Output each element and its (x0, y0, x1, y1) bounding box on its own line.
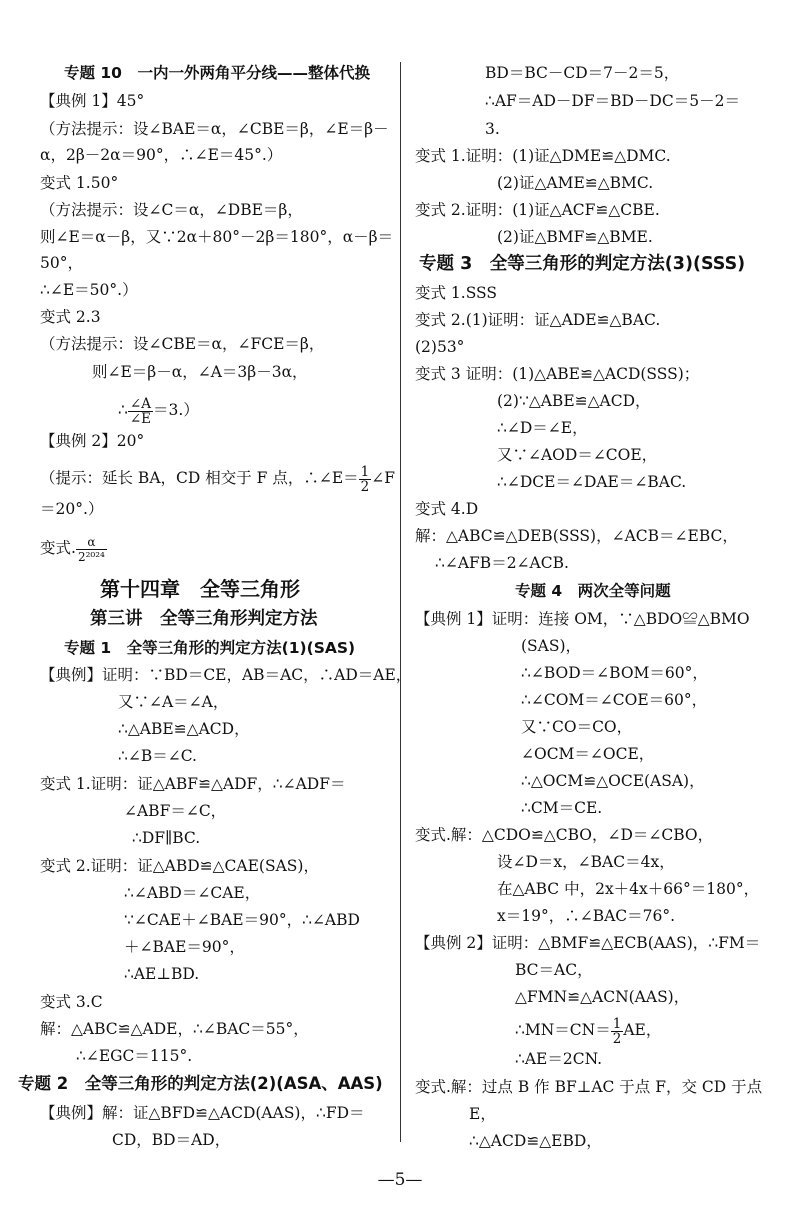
text-line: ∴AE⊥BD. (124, 965, 200, 983)
text-line: 则∠E＝α－β，又∵2α＋80°－2β＝180°，α－β＝ (40, 228, 394, 246)
lecture-title: 第三讲 全等三角形判定方法 (90, 609, 318, 629)
text-line: CD，BD＝AD， (112, 1131, 231, 1149)
text-line: 又∵∠AOD＝∠COE， (497, 446, 658, 464)
text-line: ∠OCM＝∠OCE， (521, 745, 655, 763)
text-line: 【典例】证明：∵BD＝CE，AB＝AC，∴AD＝AE， (40, 666, 412, 684)
fraction-line (118, 388, 199, 432)
text-line: (SAS)， (521, 637, 582, 655)
text-line: ∴∠COM＝∠COE＝60°， (521, 691, 708, 709)
text-line: ∴∠B＝∠C. (118, 747, 197, 765)
fraction (611, 1017, 624, 1046)
text-line: （方法提示：设∠BAE＝α，∠CBE＝β，∠E＝β－ (40, 120, 389, 138)
topic-10-title: 专题 10 一内一外两角平分线——整体代换 (64, 64, 370, 82)
fraction-numerator: ∠A (128, 397, 153, 412)
text-line: 在△ABC 中，2x＋4x＋66°＝180°， (497, 880, 760, 898)
text-span: （提示：延长 BA，CD 相交于 F 点，∴∠E＝ (40, 469, 359, 487)
topic-3-title: 专题 3 全等三角形的判定方法(3)(SSS) (419, 254, 746, 274)
text-line: 变式 3.C (40, 993, 103, 1011)
text-line: 又∵∠A＝∠A， (118, 693, 229, 711)
text-line: ＋∠BAE＝90°， (124, 938, 245, 956)
fraction-numerator: 1 (360, 463, 370, 480)
fraction-numerator: 1 (612, 1015, 622, 1032)
text-line: （方法提示：设∠C＝α，∠DBE＝β， (40, 201, 303, 219)
text-line: ∴△ACD≌△EBD， (469, 1132, 602, 1150)
text-line: △FMN≌△ACN(AAS)， (515, 988, 690, 1006)
fraction-line (515, 1010, 661, 1050)
text-line: 变式 2.3 (40, 308, 101, 326)
text-line: ＝20°.） (40, 500, 104, 518)
fraction-denominator: 2 (360, 478, 370, 495)
text-line: ∴△ABE≌△ACD， (118, 720, 250, 738)
text-line: 变式 1.SSS (415, 284, 498, 302)
text-line: BC＝AC， (515, 961, 593, 979)
fraction (128, 397, 153, 426)
text-line: ∴DF∥BC. (132, 829, 201, 847)
text-span: ∠F (371, 469, 395, 487)
text-line: 变式.解：△CDO≌△CBO，∠D＝∠CBO， (415, 826, 714, 844)
text-line: ∴∠ABD＝∠CAE， (124, 884, 261, 902)
text-line: ∴∠D＝∠E， (497, 419, 588, 437)
text-line: 又∵CO＝CO， (521, 718, 633, 736)
fraction-denominator: 2²⁰²⁴ (77, 549, 105, 564)
text-line: 变式 3 证明：(1)△ABE≌△ACD(SSS)； (415, 365, 700, 383)
text-span: ∴ (118, 401, 128, 419)
text-line: ∴∠AFB＝2∠ACB. (435, 554, 569, 572)
text-line: α，2β－2α＝90°，∴∠E＝45°.） (40, 146, 283, 164)
topic-2-title: 专题 2 全等三角形的判定方法(2)(ASA、AAS) (18, 1074, 383, 1093)
text-line: ∴∠EGC＝115°. (76, 1047, 193, 1065)
example-1-answer: 【典例 1】45° (40, 92, 145, 110)
text-line: (2)53° (415, 338, 465, 356)
text-line: E， (469, 1105, 496, 1123)
text-line: 【典例】解：证△BFD≌△ACD(AAS)，∴FD＝ (40, 1104, 365, 1122)
text-line: 变式 2.证明：证△ABD≌△CAE(SAS)， (40, 857, 319, 875)
fraction-numerator: α (76, 535, 107, 550)
text-span: ∴MN＝CN＝ (515, 1021, 611, 1039)
text-line: ∴AF＝AD－DF＝BD－DC＝5－2＝ (485, 92, 740, 110)
text-line: 解：△ABC≌△DEB(SSS)，∠ACB＝∠EBC， (415, 527, 738, 545)
text-line: 变式 1.50° (40, 174, 119, 192)
fraction-line (40, 458, 395, 498)
text-span: 变式. (40, 539, 76, 557)
text-line: 变式 2.(1)证明：证△ADE≌△BAC. (415, 311, 661, 329)
text-line: 50°， (40, 254, 83, 272)
text-line: 设∠D＝x，∠BAC＝4x， (497, 853, 675, 871)
example-2-answer: 【典例 2】20° (40, 432, 145, 450)
text-span: ＝3.） (153, 401, 199, 419)
page-number: —5— (377, 1170, 423, 1190)
text-line: 解：△ABC≌△ADE，∴∠BAC＝55°， (40, 1020, 309, 1038)
topic-1-title: 专题 1 全等三角形的判定方法(1)(SAS) (64, 639, 356, 657)
text-line: ∴∠E＝50°.） (40, 281, 138, 299)
text-line: （方法提示：设∠CBE＝α，∠FCE＝β， (40, 335, 325, 353)
fraction-denominator: 2 (612, 1030, 622, 1047)
text-line: 则∠E＝β－α，∠A＝3β－3α， (92, 363, 308, 381)
text-line: 变式 4.D (415, 500, 479, 518)
text-line: ∴∠BOD＝∠BOM＝60°， (521, 664, 708, 682)
fraction-line (40, 528, 107, 568)
fraction (76, 535, 107, 564)
text-line: 变式.解：过点 B 作 BF⊥AC 于点 F，交 CD 于点 (415, 1078, 763, 1096)
text-line: (2)∵△ABE≌△ACD， (497, 392, 651, 410)
fraction (359, 465, 372, 494)
text-line: ∠ABF＝∠C， (124, 802, 227, 820)
text-line: ∵∠CAE＋∠BAE＝90°，∴∠ABD (124, 911, 360, 929)
text-line: (2)证△AME≌△BMC. (497, 174, 654, 192)
text-line: ∴∠DCE＝∠DAE＝∠BAC. (497, 473, 687, 491)
text-line: 变式 1.证明：证△ABF≌△ADF，∴∠ADF＝ (40, 775, 346, 793)
text-line: 【典例 1】证明：连接 OM，∵△BDO≌△BMO (415, 610, 750, 628)
text-line: BD＝BC－CD＝7－2＝5， (485, 64, 680, 82)
text-line: (2)证△BMF≌△BME. (497, 228, 653, 246)
text-line: x＝19°，∴∠BAC＝76°. (497, 907, 676, 925)
text-line: ∴△OCM≌△OCE(ASA)， (521, 772, 705, 790)
text-line: ∴AE＝2CN. (515, 1050, 603, 1068)
text-line: 变式 2.证明：(1)证△ACF≌△CBE. (415, 201, 660, 219)
text-line: ∴CM＝CE. (521, 799, 603, 817)
topic-4-title: 专题 4 两次全等问题 (515, 582, 671, 600)
chapter-title: 第十四章 全等三角形 (100, 577, 300, 601)
text-line: 变式 1.证明：(1)证△DME≌△DMC. (415, 147, 671, 165)
fraction-denominator: ∠E (129, 410, 152, 427)
text-line: 3. (485, 120, 500, 138)
text-span: AE， (623, 1021, 662, 1039)
text-line: 【典例 2】证明：△BMF≌△ECB(AAS)，∴FM＝ (415, 934, 761, 952)
column-divider (400, 62, 401, 1142)
